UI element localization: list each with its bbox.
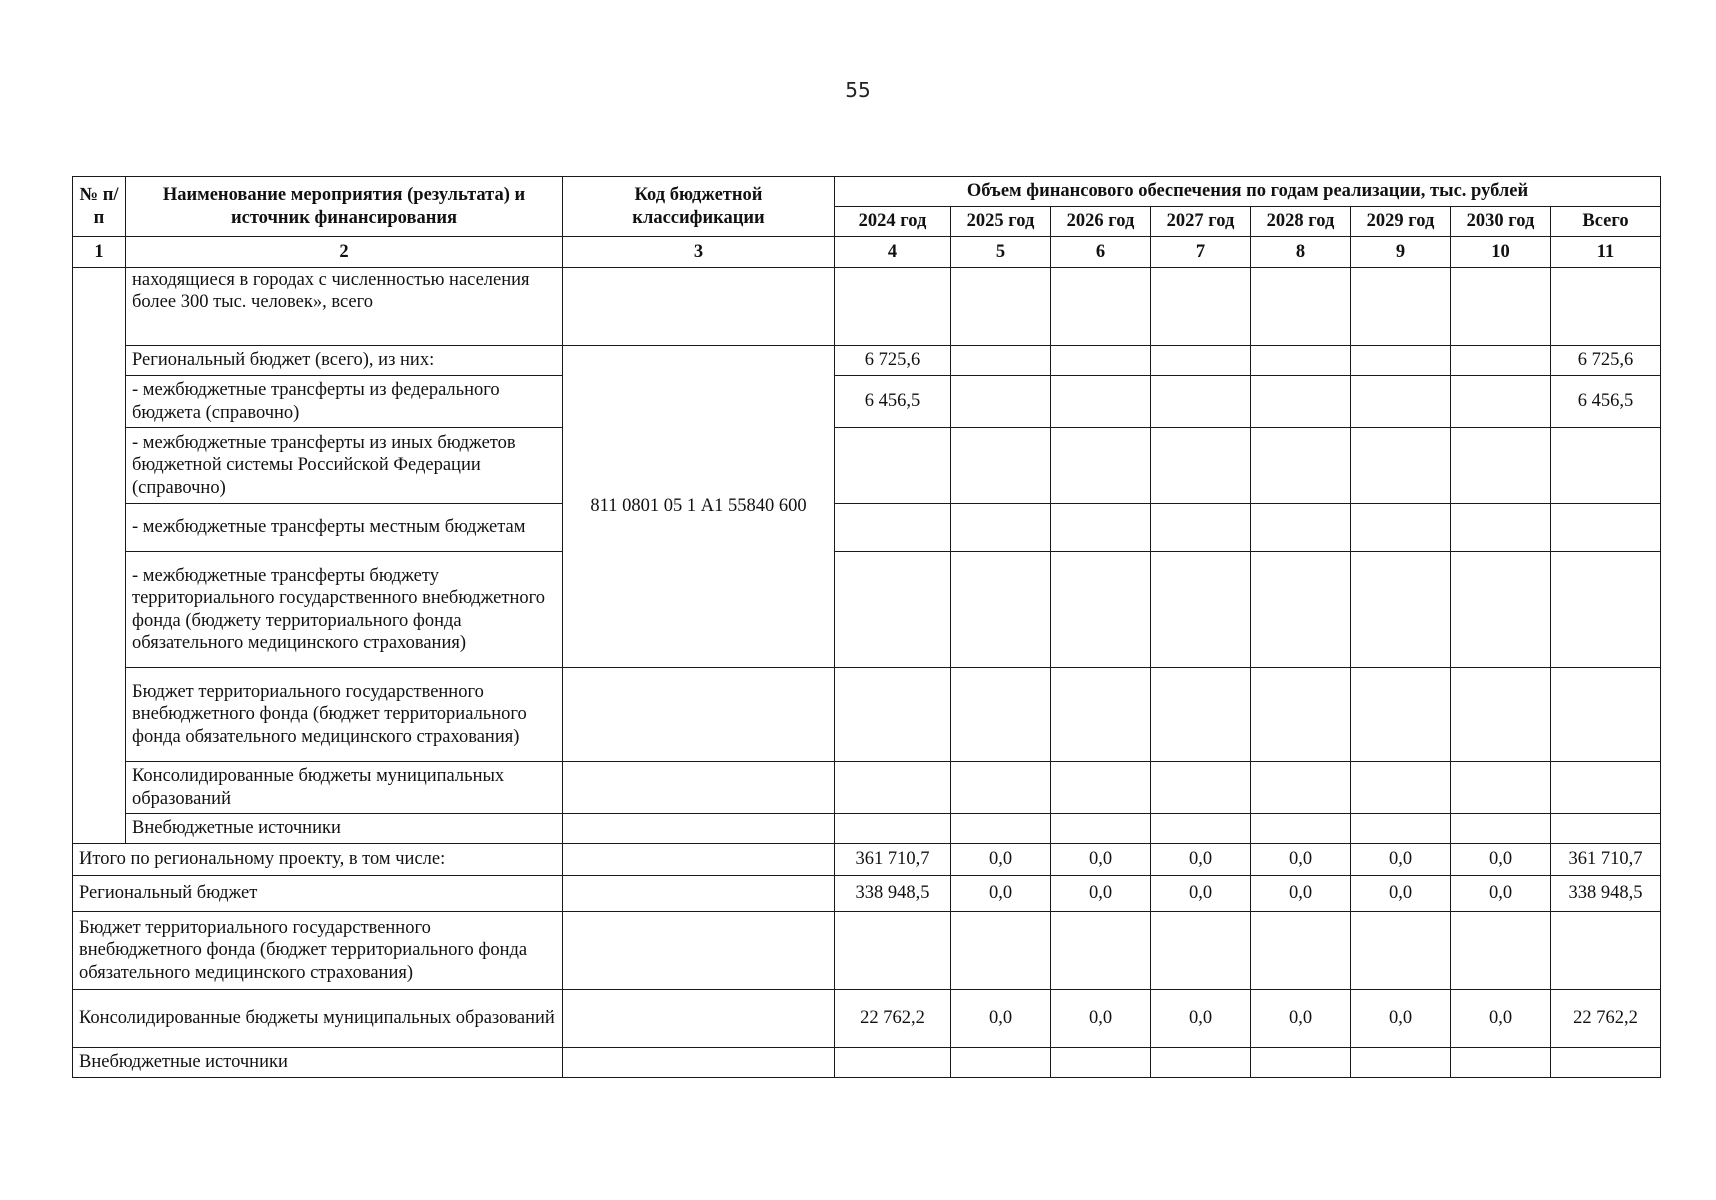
value-cell: 0,0 xyxy=(1151,876,1251,912)
header-year: 2027 год xyxy=(1151,207,1251,237)
table-row xyxy=(73,376,1661,428)
value-cell xyxy=(1251,552,1351,668)
header-year: 2028 год xyxy=(1251,207,1351,237)
value-cell xyxy=(1151,912,1251,990)
column-index: 10 xyxy=(1451,237,1551,268)
value-cell xyxy=(1251,668,1351,762)
row-name: Бюджет территориального государственного внебюджетного фонда (бюджет территориального фонда обязательного медицинского страхования) xyxy=(126,668,563,762)
value-cell xyxy=(1451,1048,1551,1078)
value-cell xyxy=(1351,428,1451,504)
value-cell xyxy=(835,428,951,504)
table-row xyxy=(73,668,1661,762)
total-cell xyxy=(1551,814,1661,844)
value-cell xyxy=(1051,912,1151,990)
value-cell xyxy=(1151,668,1251,762)
value-cell: 0,0 xyxy=(1451,844,1551,876)
value-cell xyxy=(951,552,1051,668)
value-cell: 0,0 xyxy=(1351,844,1451,876)
financing-table xyxy=(72,176,1661,1078)
value-cell: 0,0 xyxy=(1251,990,1351,1048)
value-cell: 361 710,7 xyxy=(835,844,951,876)
value-cell xyxy=(951,668,1051,762)
value-cell xyxy=(1051,762,1151,814)
total-row xyxy=(73,844,1661,876)
row-name: Консолидированные бюджеты муниципальных образований xyxy=(126,762,563,814)
value-cell xyxy=(835,668,951,762)
value-cell: 0,0 xyxy=(1051,990,1151,1048)
value-cell: 0,0 xyxy=(1051,844,1151,876)
value-cell xyxy=(1151,504,1251,552)
value-cell xyxy=(951,504,1051,552)
column-index: 11 xyxy=(1551,237,1661,268)
row-name: Региональный бюджет (всего), из них: xyxy=(126,346,563,376)
value-cell xyxy=(1151,814,1251,844)
table-row xyxy=(73,762,1661,814)
value-cell: 0,0 xyxy=(1451,876,1551,912)
page-number: 55 xyxy=(845,78,871,102)
value-cell xyxy=(1251,346,1351,376)
total-row-name: Консолидированные бюджеты муниципальных образований xyxy=(73,990,563,1048)
column-index: 1 xyxy=(73,237,126,268)
row-name: - межбюджетные трансферты из федерального бюджета (справочно) xyxy=(126,376,563,428)
value-cell xyxy=(1351,912,1451,990)
value-cell xyxy=(1351,346,1451,376)
value-cell xyxy=(951,346,1051,376)
column-index: 2 xyxy=(126,237,563,268)
header-year: 2030 год xyxy=(1451,207,1551,237)
code-cell xyxy=(563,844,835,876)
total-cell xyxy=(1551,552,1661,668)
value-cell xyxy=(1051,814,1151,844)
value-cell xyxy=(951,814,1051,844)
value-cell xyxy=(1451,912,1551,990)
value-cell xyxy=(1151,552,1251,668)
table-row xyxy=(73,504,1661,552)
value-cell xyxy=(1251,268,1351,346)
value-cell: 0,0 xyxy=(1351,876,1451,912)
header-total: Всего xyxy=(1551,207,1661,237)
value-cell xyxy=(1351,504,1451,552)
column-index: 7 xyxy=(1151,237,1251,268)
value-cell xyxy=(1051,668,1151,762)
value-cell: 6 456,5 xyxy=(835,376,951,428)
value-cell xyxy=(1451,814,1551,844)
row-number-cell xyxy=(73,268,126,844)
total-cell xyxy=(1551,428,1661,504)
value-cell xyxy=(951,376,1051,428)
header-name: Наименование мероприятия (результата) и источник финансирования xyxy=(126,177,563,237)
code-cell xyxy=(563,668,835,762)
value-cell xyxy=(1351,552,1451,668)
value-cell xyxy=(1151,1048,1251,1078)
value-cell xyxy=(1051,504,1151,552)
total-row xyxy=(73,912,1661,990)
value-cell xyxy=(1051,1048,1151,1078)
value-cell xyxy=(1351,668,1451,762)
value-cell xyxy=(1151,376,1251,428)
value-cell: 338 948,5 xyxy=(835,876,951,912)
value-cell: 0,0 xyxy=(1251,844,1351,876)
header-year: 2024 год xyxy=(835,207,951,237)
budget-code: 811 0801 05 1 А1 55840 600 xyxy=(563,346,835,668)
value-cell xyxy=(951,1048,1051,1078)
header-num: № п/п xyxy=(73,177,126,237)
header-year: 2026 год xyxy=(1051,207,1151,237)
row-name: находящиеся в городах с численностью населения более 300 тыс. человек», всего xyxy=(126,268,563,346)
value-cell xyxy=(835,912,951,990)
value-cell xyxy=(1251,814,1351,844)
total-cell: 361 710,7 xyxy=(1551,844,1661,876)
code-cell xyxy=(563,762,835,814)
value-cell xyxy=(1051,428,1151,504)
value-cell xyxy=(1051,346,1151,376)
code-cell xyxy=(563,814,835,844)
total-cell xyxy=(1551,1048,1661,1078)
column-index: 6 xyxy=(1051,237,1151,268)
code-cell xyxy=(563,912,835,990)
value-cell xyxy=(835,814,951,844)
total-cell: 22 762,2 xyxy=(1551,990,1661,1048)
total-row xyxy=(73,990,1661,1048)
value-cell xyxy=(951,268,1051,346)
value-cell xyxy=(951,428,1051,504)
total-row xyxy=(73,1048,1661,1078)
value-cell xyxy=(1351,762,1451,814)
value-cell xyxy=(1351,1048,1451,1078)
total-row-name: Итого по региональному проекту, в том числе: xyxy=(73,844,563,876)
code-cell xyxy=(563,990,835,1048)
value-cell xyxy=(835,762,951,814)
column-index: 4 xyxy=(835,237,951,268)
table-row xyxy=(73,428,1661,504)
value-cell xyxy=(1251,1048,1351,1078)
value-cell xyxy=(1251,912,1351,990)
value-cell xyxy=(951,762,1051,814)
value-cell xyxy=(1451,504,1551,552)
value-cell xyxy=(835,552,951,668)
row-name: - межбюджетные трансферты из иных бюджетов бюджетной системы Российской Федерации (справочно) xyxy=(126,428,563,504)
total-cell: 6 456,5 xyxy=(1551,376,1661,428)
value-cell xyxy=(1251,376,1351,428)
value-cell: 22 762,2 xyxy=(835,990,951,1048)
value-cell xyxy=(1451,552,1551,668)
total-cell xyxy=(1551,912,1661,990)
value-cell xyxy=(1351,814,1451,844)
total-cell xyxy=(1551,504,1661,552)
value-cell: 0,0 xyxy=(1151,844,1251,876)
code-cell xyxy=(563,1048,835,1078)
value-cell xyxy=(1051,268,1151,346)
value-cell: 0,0 xyxy=(951,844,1051,876)
table-row xyxy=(73,814,1661,844)
value-cell xyxy=(1451,268,1551,346)
header-code: Код бюджетной классификации xyxy=(563,177,835,237)
value-cell xyxy=(1151,346,1251,376)
header-volume: Объем финансового обеспечения по годам реализации, тыс. рублей xyxy=(835,177,1661,207)
row-name: - межбюджетные трансферты бюджету территориального государственного внебюджетного фонда (бюджету территориального фонда обязательного медицинского страхования) xyxy=(126,552,563,668)
total-cell xyxy=(1551,668,1661,762)
total-row-name: Региональный бюджет xyxy=(73,876,563,912)
column-index: 8 xyxy=(1251,237,1351,268)
value-cell: 0,0 xyxy=(1451,990,1551,1048)
column-index: 5 xyxy=(951,237,1051,268)
value-cell xyxy=(1151,268,1251,346)
row-name: Внебюджетные источники xyxy=(126,814,563,844)
value-cell xyxy=(1451,428,1551,504)
column-index: 9 xyxy=(1351,237,1451,268)
total-row xyxy=(73,876,1661,912)
code-cell xyxy=(563,268,835,346)
code-cell xyxy=(563,876,835,912)
total-cell: 6 725,6 xyxy=(1551,346,1661,376)
column-index: 3 xyxy=(563,237,835,268)
value-cell xyxy=(1051,376,1151,428)
value-cell: 0,0 xyxy=(1151,990,1251,1048)
value-cell: 0,0 xyxy=(1351,990,1451,1048)
value-cell xyxy=(1451,668,1551,762)
value-cell xyxy=(835,1048,951,1078)
value-cell xyxy=(1451,762,1551,814)
value-cell xyxy=(1251,428,1351,504)
value-cell xyxy=(951,912,1051,990)
value-cell xyxy=(1151,762,1251,814)
total-row-name: Бюджет территориального государственного внебюджетного фонда (бюджет территориального фонда обязательного медицинского страхования) xyxy=(73,912,563,990)
total-cell xyxy=(1551,268,1661,346)
value-cell xyxy=(835,504,951,552)
value-cell xyxy=(1151,428,1251,504)
table-row xyxy=(73,552,1661,668)
total-row-name: Внебюджетные источники xyxy=(73,1048,563,1078)
value-cell: 0,0 xyxy=(1251,876,1351,912)
value-cell: 0,0 xyxy=(1051,876,1151,912)
value-cell xyxy=(1451,346,1551,376)
value-cell xyxy=(1351,268,1451,346)
header-year: 2029 год xyxy=(1351,207,1451,237)
total-cell: 338 948,5 xyxy=(1551,876,1661,912)
value-cell xyxy=(835,268,951,346)
value-cell xyxy=(1251,762,1351,814)
value-cell xyxy=(1251,504,1351,552)
table-row xyxy=(73,268,1661,346)
header-year: 2025 год xyxy=(951,207,1051,237)
value-cell: 6 725,6 xyxy=(835,346,951,376)
value-cell xyxy=(1451,376,1551,428)
table-row xyxy=(73,346,1661,376)
row-name: - межбюджетные трансферты местным бюджетам xyxy=(126,504,563,552)
column-index-row xyxy=(73,237,1661,268)
value-cell xyxy=(1351,376,1451,428)
value-cell: 0,0 xyxy=(951,990,1051,1048)
total-cell xyxy=(1551,762,1661,814)
value-cell xyxy=(1051,552,1151,668)
value-cell: 0,0 xyxy=(951,876,1051,912)
